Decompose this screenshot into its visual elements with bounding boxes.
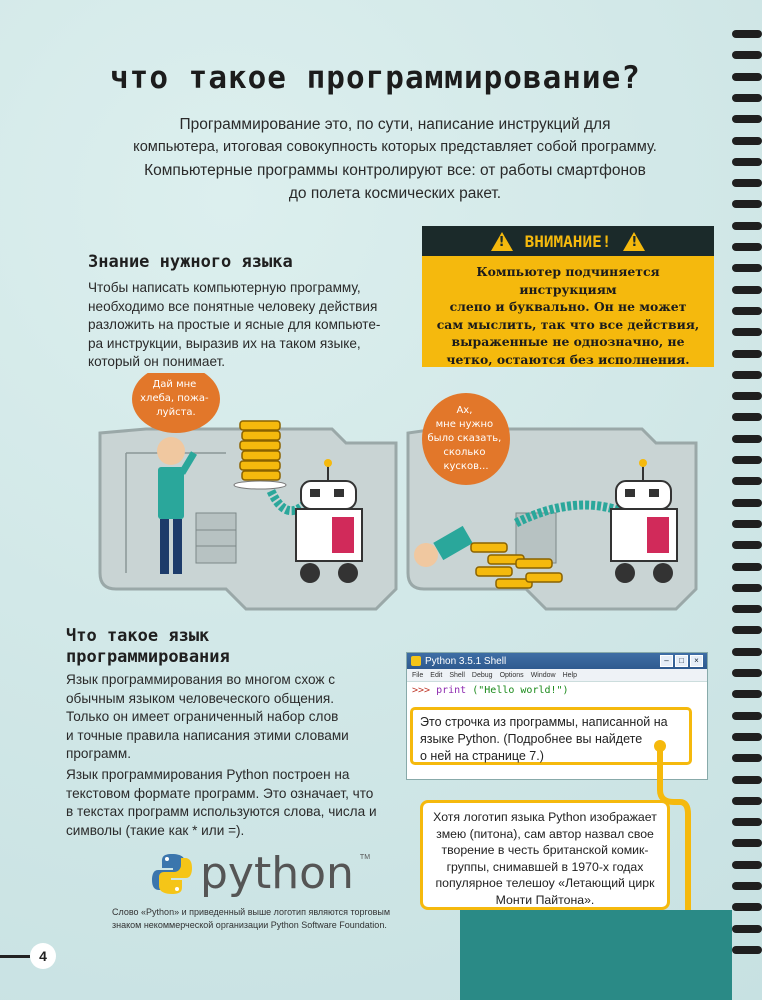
- intro-text: [110, 113, 680, 205]
- spiral-ring: [732, 903, 762, 911]
- spiral-ring: [732, 882, 762, 890]
- spiral-ring: [732, 776, 762, 784]
- spiral-ring: [732, 371, 762, 379]
- body-line: Язык программирования Python построен на: [66, 767, 350, 782]
- spiral-ring: [732, 499, 762, 507]
- bubble2-line: Ах,: [456, 405, 473, 416]
- note-line: змею (питона), сам автор назвал свое: [436, 826, 654, 841]
- warning-icon: [623, 232, 645, 251]
- spiral-ring: [732, 222, 762, 230]
- section1-body: [88, 279, 408, 372]
- python-icon: [411, 656, 421, 666]
- body-line: в текстах программ используются слова, числа и: [66, 804, 377, 819]
- intro-line: Программирование это, по сути, написание инструкций для: [179, 116, 611, 133]
- warning-line: слепо и буквально. Он не может: [449, 299, 687, 314]
- section2-para2: [66, 766, 406, 840]
- spiral-ring: [732, 392, 762, 400]
- body-line: и точные правила написания этими словами: [66, 727, 349, 743]
- bubble1-line: хлеба, пожа-: [140, 393, 209, 404]
- spiral-binding: [728, 30, 762, 970]
- fine-line: знаком некоммерческой организации Python Software Foundation.: [112, 920, 387, 930]
- spiral-ring: [732, 733, 762, 741]
- page-number: 4: [30, 943, 56, 969]
- menu-debug[interactable]: Debug: [471, 671, 493, 679]
- spiral-ring: [732, 30, 762, 38]
- shell-code-line[interactable]: [407, 682, 707, 699]
- heading-line: Что такое язык: [66, 626, 210, 646]
- spiral-ring: [732, 413, 762, 421]
- body-line: ра инструкции, выразив их на таком языке,: [88, 335, 361, 351]
- spiral-ring: [732, 584, 762, 592]
- spiral-ring: [732, 839, 762, 847]
- code-keyword: print: [436, 685, 467, 696]
- section1-heading: Знание нужного языка: [88, 252, 293, 272]
- person-head: [157, 437, 185, 465]
- spiral-ring: [732, 243, 762, 251]
- body-line: необходимо все понятные человеку действия: [88, 298, 378, 314]
- warning-line: Компьютер подчиняется инструкциям: [476, 264, 660, 297]
- bubble1-line: Дай мне: [152, 379, 197, 390]
- body-line: обычным языком человеческого общения.: [66, 690, 335, 706]
- spiral-ring: [732, 648, 762, 656]
- spiral-ring: [732, 946, 762, 954]
- spiral-ring: [732, 925, 762, 933]
- spiral-ring: [732, 94, 762, 102]
- heading-line: программирования: [66, 647, 230, 667]
- body-line: Язык программирования во многом схож с: [66, 672, 336, 687]
- python-wordmark: python: [200, 848, 354, 899]
- snake-head-icon: [654, 740, 666, 752]
- menu-window[interactable]: Window: [530, 671, 556, 679]
- spiral-ring: [732, 605, 762, 613]
- minimize-icon[interactable]: –: [660, 655, 673, 667]
- spiral-ring: [732, 307, 762, 315]
- warning-line: выраженные не однозначно, не: [451, 334, 685, 349]
- note-line: языке Python. (Подробнее вы найдете: [420, 732, 643, 746]
- robot-illustration: [96, 373, 708, 613]
- spiral-ring: [732, 861, 762, 869]
- spiral-ring: [732, 477, 762, 485]
- section2-heading: [66, 626, 230, 668]
- menu-help[interactable]: Help: [562, 671, 577, 679]
- section2-para1: [66, 671, 396, 764]
- menu-options[interactable]: Options: [499, 671, 524, 679]
- python-name-callout: [420, 800, 670, 910]
- warning-line: четко, остаются без исполнения.: [446, 351, 690, 367]
- spiral-ring: [732, 563, 762, 571]
- bubble2-line: кусков...: [443, 461, 489, 472]
- maximize-icon[interactable]: □: [675, 655, 688, 667]
- body-line: Только он имеет ограниченный набор слов: [66, 709, 339, 724]
- spiral-ring: [732, 797, 762, 805]
- spiral-ring: [732, 712, 762, 720]
- page-title: что такое программирование?: [110, 60, 641, 96]
- python-logo: [150, 848, 370, 899]
- spiral-ring: [732, 520, 762, 528]
- spiral-ring: [732, 286, 762, 294]
- shell-prompt: >>>: [412, 685, 431, 696]
- body-line: программ.: [66, 746, 132, 761]
- code-argument: ("Hello world!"): [472, 685, 569, 696]
- window-controls: [660, 655, 703, 667]
- intro-line: компьютера, итоговая совокупность которых представляет собой программу.: [133, 139, 657, 155]
- spiral-ring: [732, 541, 762, 549]
- spiral-ring: [732, 51, 762, 59]
- menu-edit[interactable]: Edit: [430, 671, 443, 679]
- spiral-ring: [732, 435, 762, 443]
- note-line: Это строчка из программы, написанной на: [420, 715, 668, 729]
- fine-line: Слово «Python» и приведенный выше логотип являются торговым: [112, 907, 391, 917]
- menu-shell[interactable]: Shell: [449, 671, 465, 679]
- bubble2-line: было сказать,: [427, 433, 502, 444]
- spiral-ring: [732, 754, 762, 762]
- note-line: о ней на странице 7.): [420, 749, 544, 763]
- trademark-note: [112, 906, 402, 932]
- bubble2-line: мне нужно: [435, 419, 494, 430]
- bubble1-line: луйста.: [156, 407, 196, 418]
- warning-line: сам мыслить, так что все действия,: [436, 316, 700, 332]
- page-number-rule: [0, 955, 30, 958]
- note-line: группы, снимавшей в 1970-х годах: [446, 859, 644, 874]
- spiral-ring: [732, 350, 762, 358]
- python-snakes-icon: [150, 852, 194, 896]
- spiral-ring: [732, 626, 762, 634]
- menu-file[interactable]: File: [412, 671, 424, 679]
- trademark-mark: TM: [359, 854, 371, 861]
- spiral-ring: [732, 690, 762, 698]
- spiral-ring: [732, 200, 762, 208]
- spiral-ring: [732, 669, 762, 677]
- warning-body: [422, 256, 714, 375]
- spiral-ring: [732, 456, 762, 464]
- body-line: который он понимает.: [88, 354, 226, 369]
- note-line: творение в честь британской комик-: [441, 843, 649, 858]
- body-line: Чтобы написать компьютерную программу,: [88, 280, 361, 295]
- spiral-ring: [732, 73, 762, 81]
- warning-icon: [491, 232, 513, 251]
- shell-title: Python 3.5.1 Shell: [425, 655, 507, 667]
- body-line: разложить на простые и ясные для компьюте-: [88, 317, 381, 332]
- spiral-ring: [732, 818, 762, 826]
- spiral-ring: [732, 264, 762, 272]
- spiral-ring: [732, 137, 762, 145]
- note-line: Монти Пайтона».: [495, 892, 595, 907]
- spiral-ring: [732, 179, 762, 187]
- warning-box: [422, 226, 714, 367]
- body-line: текстовом формате программ. Это означает, что: [66, 785, 374, 801]
- bubble2-line: сколько: [443, 447, 486, 458]
- warning-header: [422, 226, 714, 256]
- decor-stripe: [460, 910, 732, 1000]
- shell-menubar: [407, 669, 707, 682]
- close-icon[interactable]: ×: [690, 655, 703, 667]
- warning-title: ВНИМАНИЕ!: [524, 231, 612, 251]
- spiral-ring: [732, 115, 762, 123]
- note-line: Хотя логотип языка Python изображает: [433, 810, 657, 824]
- note-line: популярное телешоу «Летающий цирк: [435, 876, 655, 891]
- intro-line: до полета космических ракет.: [288, 185, 502, 202]
- body-line: символы (такие как * или =).: [66, 822, 245, 838]
- spiral-ring: [732, 158, 762, 166]
- intro-line: Компьютерные программы контролируют все: от работы смартфонов: [144, 162, 646, 179]
- spiral-ring: [732, 328, 762, 336]
- shell-titlebar: [407, 653, 707, 669]
